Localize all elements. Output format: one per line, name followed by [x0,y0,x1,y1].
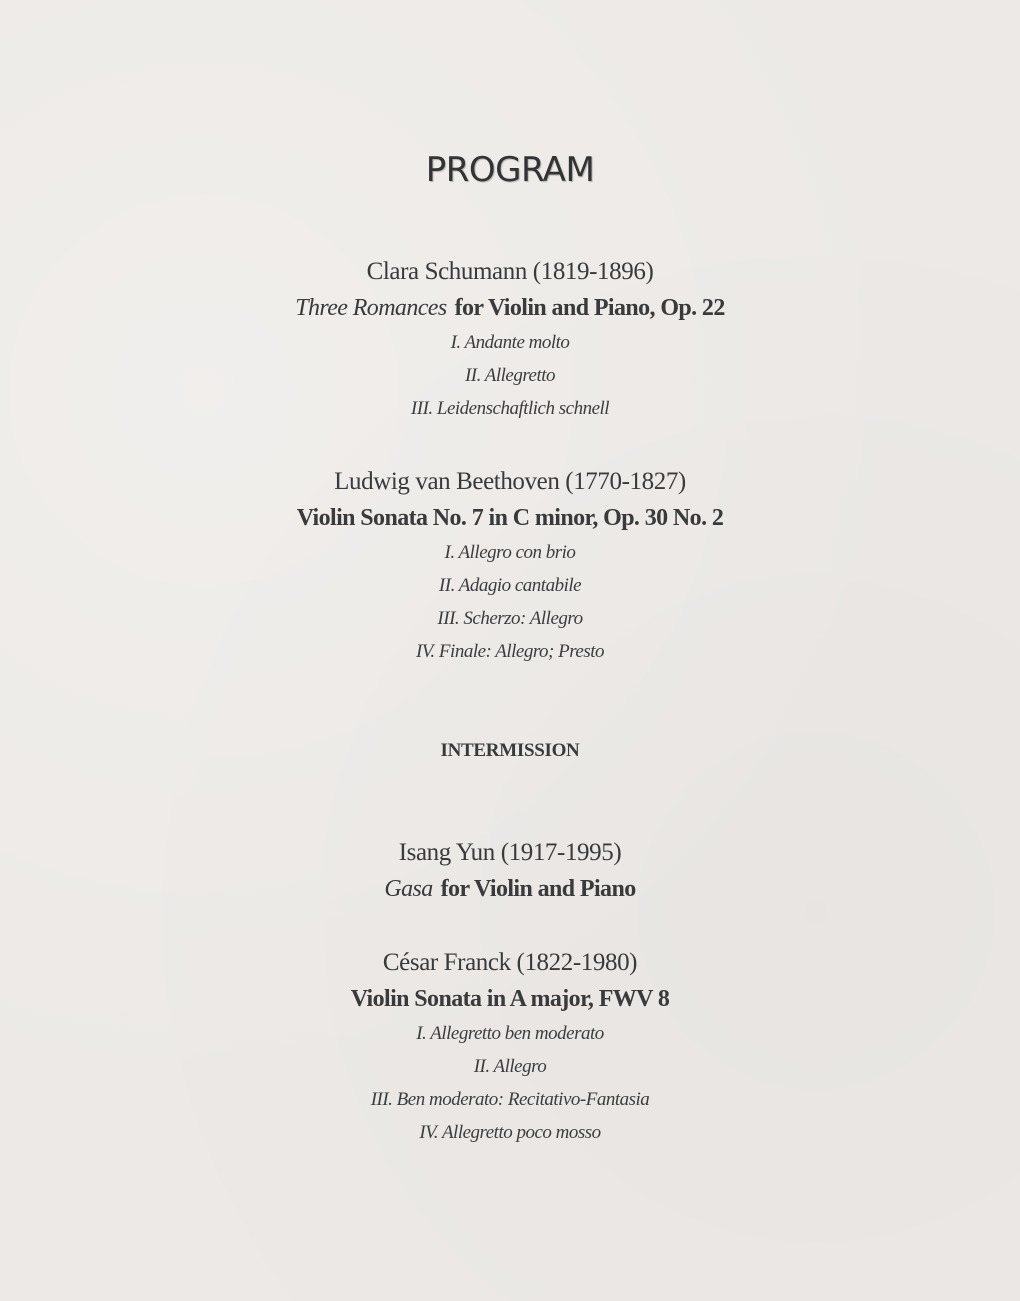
movement: I. Allegretto ben moderato [416,1023,604,1044]
program-piece [0,835,1020,907]
work-title-italic: Gasa [384,876,433,902]
composer-name: Ludwig van Beethoven (1770-1827) [334,468,686,495]
intermission-label: INTERMISSION [440,740,580,761]
movement: I. Andante molto [450,332,570,353]
movement: III. Ben moderato: Recitativo-Fantasia [370,1089,650,1110]
work-title-italic: Three Romances [295,295,447,321]
page-title: PROGRAM [425,150,595,190]
movement: II. Allegro [473,1056,547,1077]
work-title [0,290,1020,326]
program-piece [0,945,1020,1149]
movement: II. Allegretto [464,365,556,386]
movement: III. Scherzo: Allegro [437,608,583,629]
program-piece [0,464,1020,668]
work-title: Violin Sonata No. 7 in C minor, Op. 30 No. 2 [296,505,724,531]
movement: I. Allegro con brio [444,542,576,563]
work-title [0,871,1020,907]
work-title: Violin Sonata in A major, FWV 8 [350,986,670,1012]
composer-name: Clara Schumann (1819-1896) [366,258,654,285]
movement: II. Adagio cantabile [438,575,582,596]
work-title-rest: for Violin and Piano, Op. 22 [454,295,725,321]
movement: IV. Allegretto poco mosso [419,1122,601,1143]
program-piece [0,254,1020,425]
composer-name: Isang Yun (1917-1995) [398,839,622,866]
movement: IV. Finale: Allegro; Presto [415,641,605,662]
movement: III. Leidenschaftlich schnell [410,398,610,419]
work-title-rest: for Violin and Piano [440,876,636,902]
composer-name: César Franck (1822-1980) [382,949,638,976]
